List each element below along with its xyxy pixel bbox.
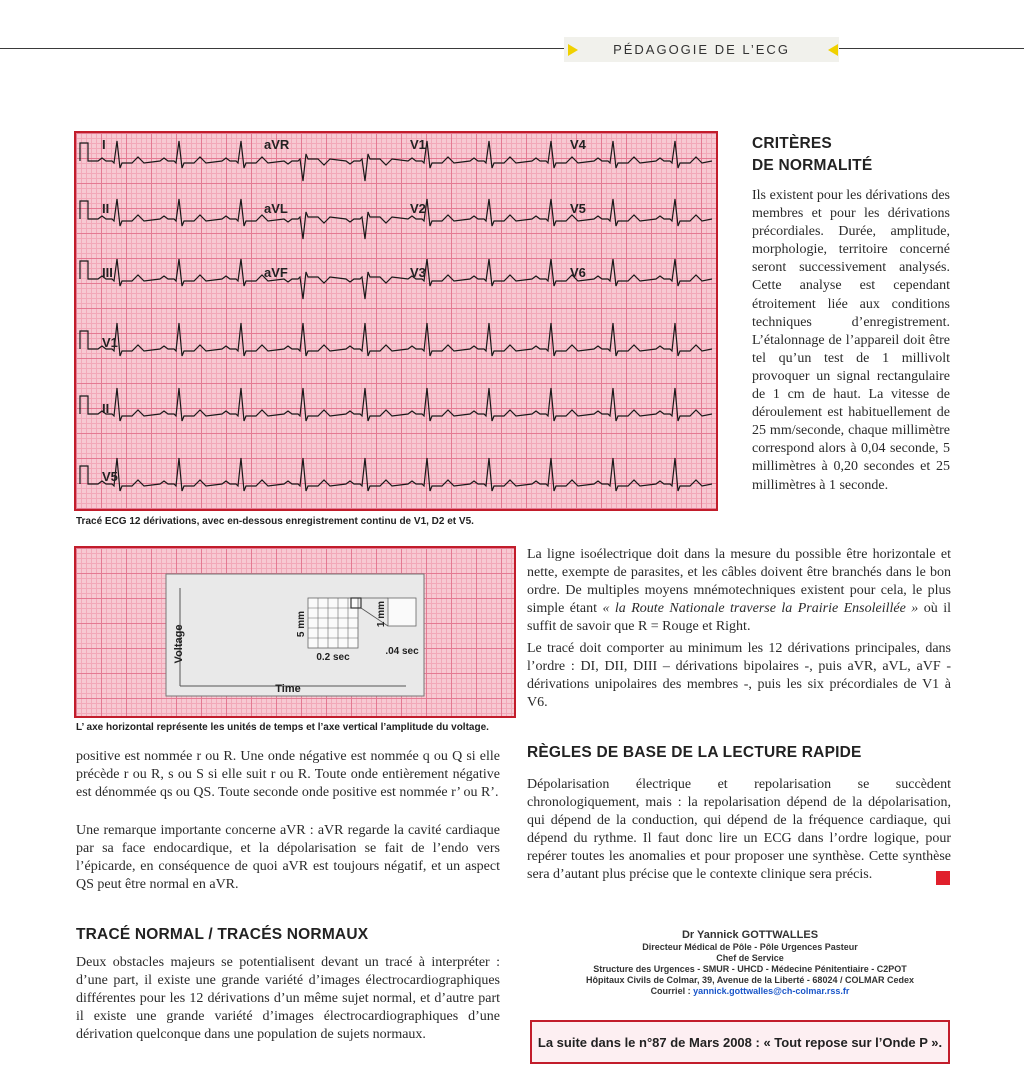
ecg-figure-caption: Tracé ECG 12 dérivations, avec en-dessous enregistrement continu de V1, D2 et V5. xyxy=(76,516,474,527)
end-mark-icon xyxy=(936,871,950,885)
lead-label: V1 xyxy=(102,335,118,350)
lead-label: V4 xyxy=(570,137,586,152)
right-paragraph-1 xyxy=(527,546,951,636)
header-rule-left xyxy=(0,48,564,49)
left-paragraph-1: positive est nommée r ou R. Une onde négative est nommée q ou Q si elle précède r ou R, s ou S si elle suit r ou R. Toute onde entièrement négative est dénommée qs ou QS. Toute seconde onde positive est nommée r’ ou R’. xyxy=(76,749,500,800)
lead-label: II xyxy=(102,201,110,216)
lead-label: II xyxy=(102,401,110,416)
header-arrow-left-icon xyxy=(828,44,838,56)
right-p1-text: La ligne isoélectrique doit dans la mesure du possible être horizontale et nette, exempte de parasites, et les câbles doivent être branchés dans le bon ordre. De multiples moyens mnémotechniques existent pour cela, le plus simple étant xyxy=(527,547,951,616)
author-signature xyxy=(540,928,960,997)
author-line-2: Chef de Service xyxy=(716,953,784,963)
five-mm-label: 5 mm xyxy=(296,610,307,638)
header-banner xyxy=(564,37,839,62)
ecg-grid-figure xyxy=(74,546,516,718)
ecg-trace-row xyxy=(80,458,712,491)
lead-label: V3 xyxy=(410,265,426,280)
lead-label: III xyxy=(102,265,113,280)
author-name: Dr Yannick GOTTWALLES xyxy=(681,929,819,941)
header-rule-right xyxy=(839,48,1024,49)
author-line-3: Structure des Urgences - SMUR - UHCD - Médecine Pénitentiaire - C2POT xyxy=(593,964,907,974)
header-title: PÉDAGOGIE DE L’ECG xyxy=(613,42,790,57)
ecg-trace-row xyxy=(80,259,712,299)
lead-label: V5 xyxy=(102,469,118,484)
lead-label: V2 xyxy=(410,201,426,216)
criteria-heading xyxy=(752,133,872,177)
author-email-link[interactable]: yannick.gottwalles@ch-colmar.rss.fr xyxy=(693,986,850,996)
author-email-row xyxy=(540,986,960,997)
ecg-trace-row xyxy=(80,388,712,421)
ecg-trace-row xyxy=(80,323,712,356)
grid-diagram xyxy=(76,548,514,716)
grid-figure-caption: L’ axe horizontal représente les unités de temps et l’axe vertical l’amplitude du voltage. xyxy=(76,722,489,733)
left-paragraph-2: Une remarque importante concerne aVR : aVR regarde la cavité cardiaque par sa face endocardique, et la dépolarisation se fait de l’endo vers l’épicarde, en conséquence de quoi aVR est toujours négatif, et un aspect QS peut être normal en aVR. xyxy=(76,823,500,892)
criteria-heading-line1: CRITÈRES xyxy=(752,135,832,152)
lead-label: aVF xyxy=(264,265,288,280)
lead-label: I xyxy=(102,137,106,152)
right-p1-end: où il suffit de savoir que R = Rouge et Right. xyxy=(527,601,951,634)
left-paragraph-3: Deux obstacles majeurs se potentialisent devant un tracé à interpréter : d’une part, il existe une grande variété d’images électrocardiographiques différentes pour les 12 dérivations d’un même sujet normal, et d’autre part il existe une grande variété d’images électrocardiographiques d’une dérivation quelconque dans une population de sujets normaux. xyxy=(76,955,500,1042)
ecg-12-lead-figure xyxy=(74,131,718,511)
author-line-4: Hôpitaux Civils de Colmar, 39, Avenue de la Liberté - 68024 / COLMAR Cedex xyxy=(586,975,914,985)
header-arrow-right-icon xyxy=(568,44,578,56)
ecg-traces xyxy=(76,133,716,509)
rules-paragraph: Dépolarisation électrique et repolarisation se succèdent chronologiquement, mais : la repolarisation dépend de la dépolarisation, qui dépend de la conduction, qui dépend de la fréquence cardiaque, qui dépend du rythme. Il faut donc lire un ECG dans l’ordre logique, pour repérer toutes les anomalies et pour proposer une synthèse. Cette synthèse sera d’autant plus précise que le contexte clinique sera précis. xyxy=(527,777,951,882)
criteria-heading-line2: DE NORMALITÉ xyxy=(752,157,873,174)
time-label: Time xyxy=(275,683,301,695)
ecg-trace-row xyxy=(80,141,712,181)
sec-02-label: 0.2 sec xyxy=(316,652,350,663)
right-paragraph-2: Le tracé doit comporter au minimum les 12 dérivations principales, dans l’ordre : DI, DII, DIII – dérivations bipolaires -, puis aVR, aVL, aVF - dérivations unipolaires des membres -, puis les six précordiales de V1 à V6. xyxy=(527,641,951,710)
right-p1-mnemonic: « la Route Nationale traverse la Prairie Ensoleillée » xyxy=(602,601,919,616)
next-issue-callout: La suite dans le n°87 de Mars 2008 : « Tout repose sur l’Onde P ». xyxy=(530,1020,950,1064)
ecg-trace-row xyxy=(80,199,712,239)
author-line-1: Directeur Médical de Pôle - Pôle Urgences Pasteur xyxy=(642,942,858,952)
lead-label: V5 xyxy=(570,201,586,216)
sec-004-label: .04 sec xyxy=(385,646,419,657)
lead-label: V6 xyxy=(570,265,586,280)
normal-trace-heading: TRACÉ NORMAL / TRACÉS NORMAUX xyxy=(76,926,369,943)
one-mm-label: 1 mm xyxy=(376,600,387,628)
lead-label: aVL xyxy=(264,201,288,216)
email-label: Courriel : xyxy=(650,986,694,996)
lead-label: aVR xyxy=(264,137,290,152)
rules-heading: RÈGLES DE BASE DE LA LECTURE RAPIDE xyxy=(527,744,862,761)
lead-label: V1 xyxy=(410,137,426,152)
criteria-paragraph: Ils existent pour les dérivations des membres et pour les dérivations précordiales. Durée, amplitude, morphologie, territoire concerné seront successivement analysés. Cette analyse est cependant étroitement liée aux conditions techniques d’enregistrement. L’étalonnage de l’appareil doit être tel qu’un test de 1 millivolt provoquer un signal rectangulaire de 1 cm de haut. La vitesse de déroulement est habituellement de 25 mm/seconde, chaque millimètre correspond alors à 0,04 seconde, 5 millimètres à 0,20 secondes et 25 millimètres à 1 seconde. xyxy=(752,188,950,493)
voltage-label: Voltage xyxy=(173,624,185,664)
